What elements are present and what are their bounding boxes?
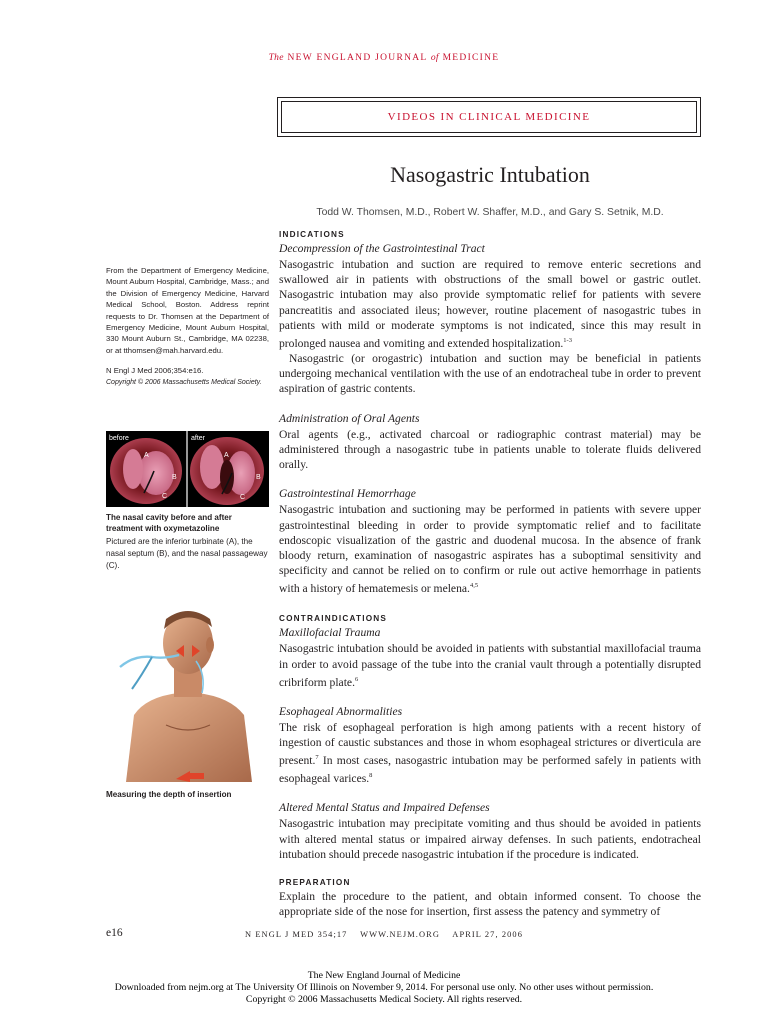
label-c-before: C [162,493,168,500]
authors: Todd W. Thomsen, M.D., Robert W. Shaffer, M.D., and Gary S. Setnik, M.D. [316,207,664,218]
journal-header [0,53,768,63]
decompression-paragraph-2: Nasogastric (or orogastric) intubation and suction may be beneficial in patients undergoing mechanical ventilation with the use of an endotracheal tube in order to prevent aspiration of gastric contents. [279,352,701,396]
label-b-after: B [256,474,261,481]
maxillofacial-paragraph [279,641,701,689]
maxillofacial-ref: 6 [354,675,359,683]
header-of: of [430,53,439,63]
esophageal-text-2: In most cases, nasogastric intubation may be performed safely in patients with esophageal varices. [279,754,701,786]
figure1-caption-text: Pictured are the inferior turbinate (A), the nasal septum (B), and the nasal passageway (C). [106,537,268,570]
esophageal-text-1: The risk of esophageal perforation is high among patients with a recent history of ingestion of caustic substances and those in whom esophageal strictures or diverticula are present. [279,720,701,768]
figure2-caption-title: Measuring the depth of insertion [106,790,232,799]
copyright-text: Copyright © 2006 Massachusetts Medical Society. [106,378,262,386]
decompression-p1-ref: 1-3 [563,337,572,345]
esophageal-ref-2: 8 [369,772,373,780]
header-journal-a: NEW ENGLAND JOURNAL [287,53,428,63]
esophageal-heading: Esophageal Abnormalities [279,704,403,718]
label-a-before: A [144,452,149,459]
hemorrhage-text: Nasogastric intubation and suctioning may be performed in patients with severe upper gastrointestinal bleeding in order to provide symptomatic relief and to facilitate endoscopic visualization of the gastric and duodenal mucosa. In the absence of frank bloody return, examination of nasogastric aspirates has a suboptimal sensitivity and specificity and cannot be relied on to confirm or rule out active hemorrhage in patients with a history of hematemesis or melena. [279,503,701,596]
label-before: before [109,435,129,442]
nasal-cavity-figure [106,431,269,507]
maxillofacial-text: Nasogastric intubation should be avoided in patients with substantial maxillofacial trauma in order to avoid passage of the tube into the cranial vault through a potentially disrupted cribriform plate. [279,642,701,689]
preparation-heading: PREPARATION [279,877,351,887]
download-line-2: Downloaded from nejm.org at The University Of Illinois on November 9, 2014. For personal use only. No other uses without permission. [114,982,654,994]
footer-citation: N ENGL J MED 354;17 WWW.NEJM.ORG APRIL 27, 2006 [245,930,523,939]
decompression-paragraph-1 [279,257,701,351]
label-after: after [191,435,206,442]
affiliation-text: From the Department of Emergency Medicine, Mount Auburn Hospital, Cambridge, Mass.; and the Division of Emergency Medicine, Harvard Medical School, Boston. Address reprint requests to Dr. Thomsen at the Department of Emergency Medicine, Mount Auburn Hospital, 330 Mount Auburn St., Cambridge, MA 02238, or at tthomsen@mah.harvard.edu. [106,266,269,355]
preparation-paragraph: Explain the procedure to the patient, and obtain informed consent. To choose the appropriate side of the nose for insertion, first assess the patency and symmetry of [279,889,701,919]
header-journal-b: MEDICINE [442,53,500,63]
contraindications-heading: CONTRAINDICATIONS [279,614,388,624]
citation-text: N Engl J Med 2006;354:e16. [106,366,204,376]
nasal-cavity-image [106,431,269,507]
download-notice [0,970,768,1007]
insertion-depth-figure [106,605,269,782]
section-box [277,97,701,137]
label-b-before: B [172,474,177,481]
page-number: e16 [106,927,123,939]
download-line-3: Copyright © 2006 Massachusetts Medical Society. All rights reserved. [245,994,523,1006]
decompression-p1-text: Nasogastric intubation and suction are required to remove enteric secretions and swallowed air in patients with obstructions of the small bowel or gastric outlet. Nasogastric intubation may also provide symptomatic relief for patients with severe pancreatitis and associated ileus; however, routine placement of nasogastric tubes in patients with mild or moderate symptoms is not indicated, since this may result in prolonged nausea and vomiting and extended hospitalization. [279,258,701,350]
patient-illustration [106,605,269,782]
section-label: VIDEOS IN CLINICAL MEDICINE [281,101,697,133]
esophageal-paragraph [279,720,701,787]
maxillofacial-heading: Maxillofacial Trauma [279,626,381,640]
label-c-after: C [240,494,246,501]
mental-status-heading: Altered Mental Status and Impaired Defenses [279,801,490,815]
hemorrhage-ref: 4,5 [469,582,479,590]
figure1-caption-title: The nasal cavity before and after treatment with oxymetazoline [106,513,232,534]
hemorrhage-paragraph [279,502,701,596]
article-body [279,226,701,919]
oral-agents-paragraph: Oral agents (e.g., activated charcoal or radiographic contrast material) may be administered through a nasogastric tube in patients unable to tolerate fluids delivered orally. [279,427,701,472]
hemorrhage-heading: Gastrointestinal Hemorrhage [279,487,416,501]
article-title: Nasogastric Intubation [390,162,590,187]
nasal-cavity-caption [106,512,269,571]
affiliation-note [106,265,269,388]
indications-heading: INDICATIONS [279,230,345,239]
oral-agents-heading: Administration of Oral Agents [279,411,420,425]
download-line-1: The New England Journal of Medicine [307,970,461,981]
insertion-depth-caption [106,789,269,800]
header-the: The [268,53,284,63]
label-a-after: A [224,452,229,459]
esophageal-ref-1: 7 [315,754,319,762]
mental-status-paragraph: Nasogastric intubation may precipitate vomiting and thus should be avoided in patients with altered mental status or impaired airway defenses. In such patients, endotracheal intubation should precede nasogastric intubation if the procedure is indicated. [279,817,701,861]
decompression-heading: Decompression of the Gastrointestinal Tract [279,242,485,255]
